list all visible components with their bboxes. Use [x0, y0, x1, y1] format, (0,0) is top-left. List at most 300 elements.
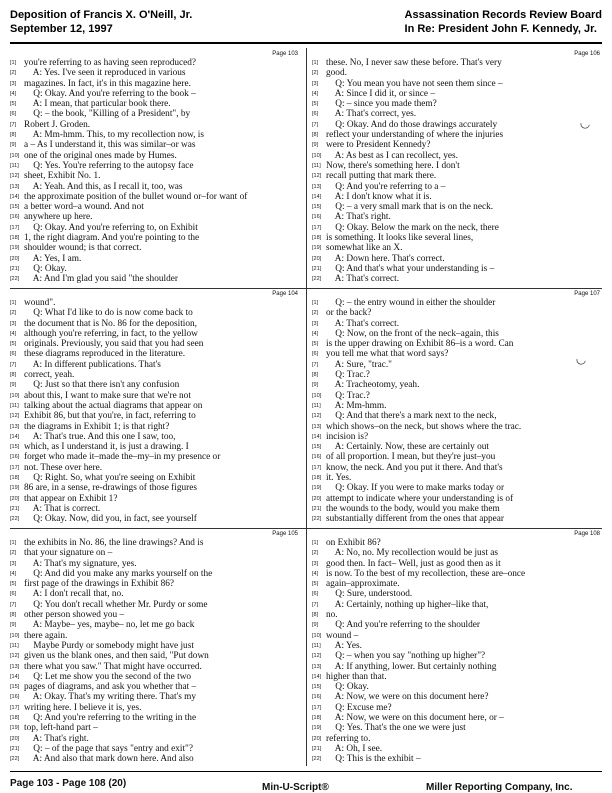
line-text: is the upper drawing on Exhibit 86–is a word. Can [326, 339, 514, 350]
transcript-line [10, 182, 300, 192]
line-text: these. No, I never saw these before. That's very [326, 58, 502, 68]
line-number: [10] [312, 632, 322, 639]
line-text: Q: Okay. And do those drawings accurately [326, 119, 498, 130]
transcript-lines [10, 298, 300, 525]
line-number: [19] [312, 245, 322, 252]
line-text: A: Oh, I see. [326, 743, 383, 754]
line-number: [8] [10, 612, 17, 619]
transcript-line [312, 641, 602, 651]
line-number: [21] [312, 745, 322, 752]
line-number: [16] [312, 214, 322, 221]
transcript-line [312, 579, 602, 589]
transcript-lines [312, 538, 602, 765]
line-number: [15] [10, 444, 20, 451]
line-text: a – As I understand it, this was similar–or was [24, 140, 196, 151]
line-text: first page of the drawings in Exhibit 86? [24, 579, 175, 590]
page-number: Page 103 [272, 51, 298, 57]
line-number: [6] [312, 111, 319, 118]
line-text: A: Now, we were on this document here, or – [326, 713, 504, 724]
transcript-line [312, 651, 602, 661]
transcript-line [312, 319, 602, 329]
line-number: [11] [312, 642, 321, 649]
line-text: Q: Okay. And you're referring to the book – [24, 88, 196, 99]
line-number: [15] [312, 444, 322, 451]
transcript-line [312, 161, 602, 171]
line-number: [6] [312, 591, 319, 598]
transcript-line [10, 504, 300, 514]
line-number: [14] [312, 193, 322, 200]
transcript-page [312, 50, 602, 288]
line-text: A: That's correct, yes. [326, 109, 417, 120]
transcript-line [10, 651, 300, 661]
line-text: A: As best as I can recollect, yes. [326, 150, 458, 161]
line-text: again–approximate. [326, 579, 400, 590]
page-number: Page 108 [574, 531, 600, 537]
line-text: the diagrams in Exhibit 1; is that right? [24, 421, 170, 432]
line-text: reflect your understanding of where the injuries [326, 130, 504, 141]
line-text: which, as I understand it, is just a drawing. I [24, 442, 189, 453]
line-text: Q: Excuse me? [326, 702, 392, 713]
transcript-lines [10, 58, 300, 285]
line-text: Now, there's something here. I don't [326, 160, 460, 171]
transcript-line [312, 754, 602, 764]
line-text: that appear on Exhibit 1? [24, 493, 118, 504]
line-number: [2] [312, 310, 319, 317]
transcript-line [10, 559, 300, 569]
transcript-line [312, 151, 602, 161]
transcript-line [312, 411, 602, 421]
line-number: [14] [10, 673, 20, 680]
line-text: Q: – the entry wound in either the shoulder [326, 298, 496, 308]
transcript-line [312, 452, 602, 462]
transcript-line [312, 202, 602, 212]
line-number: [8] [10, 372, 17, 379]
line-text: given us the blank ones, and then said, "Put down [24, 651, 209, 662]
transcript-line [312, 182, 602, 192]
transcript-line [312, 171, 602, 181]
transcript-line [10, 151, 300, 161]
transcript-line [312, 494, 602, 504]
line-text: wound". [24, 298, 56, 308]
line-number: [22] [312, 516, 322, 523]
transcript-page [10, 530, 300, 768]
transcript-line [312, 243, 602, 253]
line-text: Q: Okay. [24, 263, 67, 274]
line-text: Q: And you're referring to a – [326, 181, 446, 192]
line-number: [19] [10, 245, 20, 252]
line-text: Q: Okay. [326, 682, 369, 693]
transcript-line [10, 463, 300, 473]
line-text: these diagrams reproduced in the literature. [24, 349, 186, 360]
line-text: Q: And that's what your understanding is – [326, 263, 495, 274]
transcript-line [312, 692, 602, 702]
line-text: A: Mm-hmm. This, to my recollection now, is [24, 130, 204, 141]
line-number: [18] [312, 715, 322, 722]
line-number: [6] [10, 591, 17, 598]
transcript-line [312, 514, 602, 524]
line-text: substantially different from the ones that appear [326, 514, 504, 525]
line-text: A: That is correct. [24, 503, 101, 514]
line-number: [8] [10, 132, 17, 139]
transcript-line [10, 254, 300, 264]
line-text: Q: – when you say "nothing up higher"? [326, 651, 486, 662]
line-number: [14] [312, 673, 322, 680]
board-header [405, 8, 602, 36]
transcript-line [10, 243, 300, 253]
line-text: Q: And you're referring to the shoulder [326, 620, 481, 631]
line-number: [2] [312, 70, 319, 77]
transcript-line [10, 202, 300, 212]
line-number: [3] [10, 80, 17, 87]
transcript-line [312, 264, 602, 274]
line-number: [4] [10, 570, 17, 577]
transcript-line [10, 192, 300, 202]
line-number: [18] [10, 235, 20, 242]
transcript-line [312, 140, 602, 150]
line-text: A: No, no. My recollection would be just as [326, 548, 498, 559]
transcript-line [10, 329, 300, 339]
deposition-title: Deposition of Francis X. O'Neill, Jr. [10, 9, 193, 21]
line-text: A: Okay. That's my writing there. That's my [24, 692, 197, 703]
transcript-line [10, 662, 300, 672]
line-number: [8] [312, 612, 319, 619]
line-number: [13] [10, 423, 20, 430]
transcript-line [312, 620, 602, 630]
transcript-line [312, 538, 602, 548]
transcript-line [10, 99, 300, 109]
line-number: [15] [10, 684, 20, 691]
line-text: originals. Previously, you said that you had seen [24, 339, 204, 350]
transcript-line [312, 483, 602, 493]
line-number: [4] [312, 90, 319, 97]
transcript-line [10, 589, 300, 599]
transcript-line [312, 548, 602, 558]
line-text: wound – [326, 630, 359, 641]
line-text: Q: And that there's a mark next to the neck, [326, 411, 497, 422]
line-number: [13] [10, 183, 20, 190]
transcript-line [10, 391, 300, 401]
transcript-line [312, 349, 602, 359]
line-text: there what you saw." That might have occurred. [24, 661, 202, 672]
line-text: Q: Sure, understood. [326, 589, 413, 600]
transcript-line [312, 68, 602, 78]
line-text: were to President Kennedy? [326, 140, 431, 151]
transcript-line [10, 442, 300, 452]
line-text: A: Certainly. Now, these are certainly out [326, 442, 489, 453]
line-number: [14] [10, 433, 20, 440]
line-number: [22] [10, 516, 20, 523]
deposition-date: September 12, 1997 [10, 23, 113, 35]
line-number: [12] [10, 653, 20, 660]
line-number: [12] [10, 173, 20, 180]
line-number: [1] [10, 300, 17, 306]
line-text: is now. To the best of my recollection, these are–once [326, 568, 526, 579]
transcript-line [10, 109, 300, 119]
line-text: good. [326, 68, 347, 79]
line-text: higher than that. [326, 671, 387, 682]
line-number: [9] [10, 622, 17, 629]
line-number: [5] [10, 581, 17, 588]
transcript-line [312, 559, 602, 569]
line-text: no. [326, 610, 338, 621]
line-number: [18] [10, 715, 20, 722]
line-number: [3] [312, 80, 319, 87]
line-text: Maybe Purdy or somebody might have just [24, 640, 194, 651]
transcript-line [312, 329, 602, 339]
transcript-line [10, 298, 300, 308]
line-number: [17] [312, 704, 322, 711]
line-text: although you're referring, in fact, to the yellow [24, 328, 198, 339]
line-number: [11] [312, 162, 321, 169]
line-number: [1] [10, 60, 17, 66]
line-text: Exhibit 86, but that you're, in fact, referring to [24, 411, 196, 422]
transcript-line [312, 274, 602, 284]
line-number: [9] [10, 382, 17, 389]
line-text: Q: Okay. If you were to make marks today or [326, 483, 505, 494]
line-number: [1] [10, 540, 17, 546]
line-number: [20] [10, 255, 20, 262]
line-number: [10] [10, 632, 20, 639]
line-number: [21] [10, 265, 20, 272]
line-text: A: Down here. That's correct. [326, 253, 445, 264]
line-number: [16] [10, 214, 20, 221]
transcript-line [312, 380, 602, 390]
transcript-line [10, 349, 300, 359]
line-number: [19] [312, 725, 322, 732]
transcript-line [312, 713, 602, 723]
line-number: [16] [312, 454, 322, 461]
line-number: [19] [10, 725, 20, 732]
line-text: A: That's true. And this one I saw, too, [24, 431, 176, 442]
line-text: 1, the right diagram. And you're pointing to the [24, 233, 200, 244]
line-text: Q: Let me show you the second of the two [24, 671, 192, 682]
transcript-line [312, 432, 602, 442]
transcript-line [10, 274, 300, 284]
transcript-line [10, 620, 300, 630]
line-text: you're referring to as having seen reproduced? [24, 58, 197, 68]
line-text: Q: Trac.? [326, 370, 370, 381]
transcript-line [312, 631, 602, 641]
line-text: the document that is No. 86 for the deposition, [24, 318, 197, 329]
page-number: Page 107 [574, 291, 600, 297]
line-text: A: Mm-hmm. [326, 400, 387, 411]
transcript-line [10, 610, 300, 620]
line-number: [6] [312, 351, 319, 358]
line-text: A: I don't know what it is. [326, 191, 432, 202]
transcript-line [312, 79, 602, 89]
line-text: A: Yes. [326, 640, 362, 651]
transcript-line [10, 212, 300, 222]
transcript-line [312, 254, 602, 264]
transcript-line [10, 308, 300, 318]
line-text: Q: Okay. Now, did you, in fact, see yourself [24, 514, 197, 525]
line-number: [20] [10, 495, 20, 502]
line-number: [8] [312, 372, 319, 379]
transcript-line [10, 411, 300, 421]
transcript-line [10, 569, 300, 579]
footer-rule [10, 771, 602, 772]
transcript-line [312, 662, 602, 672]
line-text: A: That's correct. [326, 274, 400, 285]
transcript-line [10, 319, 300, 329]
line-number: [5] [312, 101, 319, 108]
transcript-line [10, 494, 300, 504]
line-number: [21] [312, 505, 322, 512]
line-number: [2] [10, 310, 17, 317]
row-divider [10, 528, 602, 529]
transcript-line [312, 422, 602, 432]
transcript-line [10, 233, 300, 243]
line-number: [9] [312, 142, 319, 149]
transcript-line [312, 401, 602, 411]
line-text: 86 are, in a sense, re-drawings of those figures [24, 483, 197, 494]
line-text: Q: And did you make any marks yourself on the [24, 568, 213, 579]
column-divider [306, 48, 307, 766]
transcript-line [10, 171, 300, 181]
transcript-line [10, 452, 300, 462]
transcript-line [10, 360, 300, 370]
transcript-line [10, 432, 300, 442]
line-number: [21] [10, 745, 20, 752]
line-text: there again. [24, 630, 68, 641]
transcript-line [312, 734, 602, 744]
line-number: [13] [312, 423, 322, 430]
transcript-line [312, 569, 602, 579]
transcript-line [10, 734, 300, 744]
line-number: [6] [10, 351, 17, 358]
line-text: other person showed you – [24, 610, 125, 621]
transcript-grid [10, 48, 602, 766]
line-number: [15] [312, 684, 322, 691]
line-text: A: Since I did it, or since – [326, 88, 435, 99]
transcript-line [312, 298, 602, 308]
transcript-line [10, 161, 300, 171]
row-divider [10, 288, 602, 289]
check-mark-icon: ◡ [578, 115, 592, 131]
line-text: the wounds to the body, would you make them [326, 503, 500, 514]
line-text: Q: Trac.? [326, 390, 370, 401]
line-text: or the back? [326, 308, 372, 319]
line-text: Q: Yes. You're referring to the autopsy face [24, 160, 194, 171]
line-text: magazines. In fact, it's in this magazine here. [24, 78, 191, 89]
page-number: Page 105 [272, 531, 298, 537]
transcript-line [312, 682, 602, 692]
line-text: A: Sure, "trac." [326, 359, 392, 370]
line-number: [21] [10, 505, 20, 512]
line-text: which shows–on the neck, but shows where the trac. [326, 421, 522, 432]
deposition-header [10, 8, 192, 36]
line-text: Q: Yes. That's the one we were just [326, 723, 466, 734]
line-number: [14] [312, 433, 322, 440]
case-title: In Re: President John F. Kennedy, Jr. [404, 23, 597, 35]
line-text: attempt to indicate where your understanding is of [326, 493, 514, 504]
transcript-line [312, 130, 602, 140]
line-number: [7] [10, 601, 17, 608]
line-number: [15] [10, 204, 20, 211]
line-number: [19] [10, 485, 20, 492]
line-text: on Exhibit 86? [326, 538, 381, 548]
transcript-line [312, 504, 602, 514]
transcript-line [10, 140, 300, 150]
transcript-line [312, 233, 602, 243]
line-text: Q: Just so that there isn't any confusion [24, 380, 180, 391]
transcript-line [10, 514, 300, 524]
transcript-line [10, 401, 300, 411]
line-number: [2] [10, 550, 17, 557]
transcript-line [312, 339, 602, 349]
line-number: [22] [312, 756, 322, 763]
line-text: A: That's right. [24, 733, 89, 744]
line-number: [12] [10, 413, 20, 420]
line-number: [13] [312, 663, 322, 670]
header-rule [10, 42, 602, 44]
line-number: [4] [10, 330, 17, 337]
line-text: top, left-hand part – [24, 723, 98, 734]
line-number: [17] [312, 464, 322, 471]
line-text: good then. In fact– Well, just as good then as it [326, 558, 501, 569]
transcript-line [10, 68, 300, 78]
line-number: [4] [10, 90, 17, 97]
line-text: sheet, Exhibit No. 1. [24, 171, 101, 182]
line-number: [20] [312, 735, 322, 742]
line-text: Q: – since you made them? [326, 99, 437, 110]
line-number: [12] [312, 413, 322, 420]
line-text: forget who made it–made the–my–in my presence or [24, 452, 221, 463]
line-number: [9] [312, 622, 319, 629]
line-number: [10] [10, 152, 20, 159]
transcript-line [10, 703, 300, 713]
transcript-line [10, 89, 300, 99]
transcript-line [312, 192, 602, 202]
line-text: Q: This is the exhibit – [326, 754, 421, 765]
line-text: Q: Right. So, what you're seeing on Exhibit [24, 473, 196, 484]
line-number: [16] [10, 454, 20, 461]
line-text: Q: – of the page that says "entry and exit"? [24, 743, 193, 754]
line-number: [7] [10, 361, 17, 368]
line-number: [17] [10, 704, 20, 711]
line-text: A: I mean, that particular book there. [24, 99, 171, 110]
line-number: [20] [312, 495, 322, 502]
line-text: A: If anything, lower. But certainly nothing [326, 661, 497, 672]
line-number: [18] [10, 475, 20, 482]
transcript-line [10, 58, 300, 68]
line-number: [10] [312, 392, 322, 399]
line-number: [21] [312, 265, 322, 272]
transcript-line [10, 672, 300, 682]
line-text: you tell me what that word says? [326, 349, 449, 360]
transcript-line [312, 442, 602, 452]
transcript-line [10, 380, 300, 390]
transcript-line [312, 223, 602, 233]
line-text: Q: – a very small mark that is on the neck. [326, 202, 494, 213]
transcript-lines [312, 58, 602, 285]
line-text: A: And I'm glad you said "the shoulder [24, 274, 178, 285]
line-number: [14] [10, 193, 20, 200]
transcript-lines [10, 538, 300, 765]
transcript-page [10, 50, 300, 288]
line-text: A: Yes. I've seen it reproduced in various [24, 68, 186, 79]
line-number: [7] [312, 121, 319, 128]
transcript-line [312, 589, 602, 599]
line-number: [3] [10, 560, 17, 567]
line-text: Q: What I'd like to do is now come back to [24, 308, 193, 319]
line-text: the exhibits in No. 86, the line drawings? And is [24, 538, 204, 548]
transcript-line [10, 538, 300, 548]
line-number: [13] [312, 183, 322, 190]
line-number: [1] [312, 540, 319, 546]
transcript-line [312, 120, 602, 130]
line-text: A: That's correct. [326, 318, 400, 329]
